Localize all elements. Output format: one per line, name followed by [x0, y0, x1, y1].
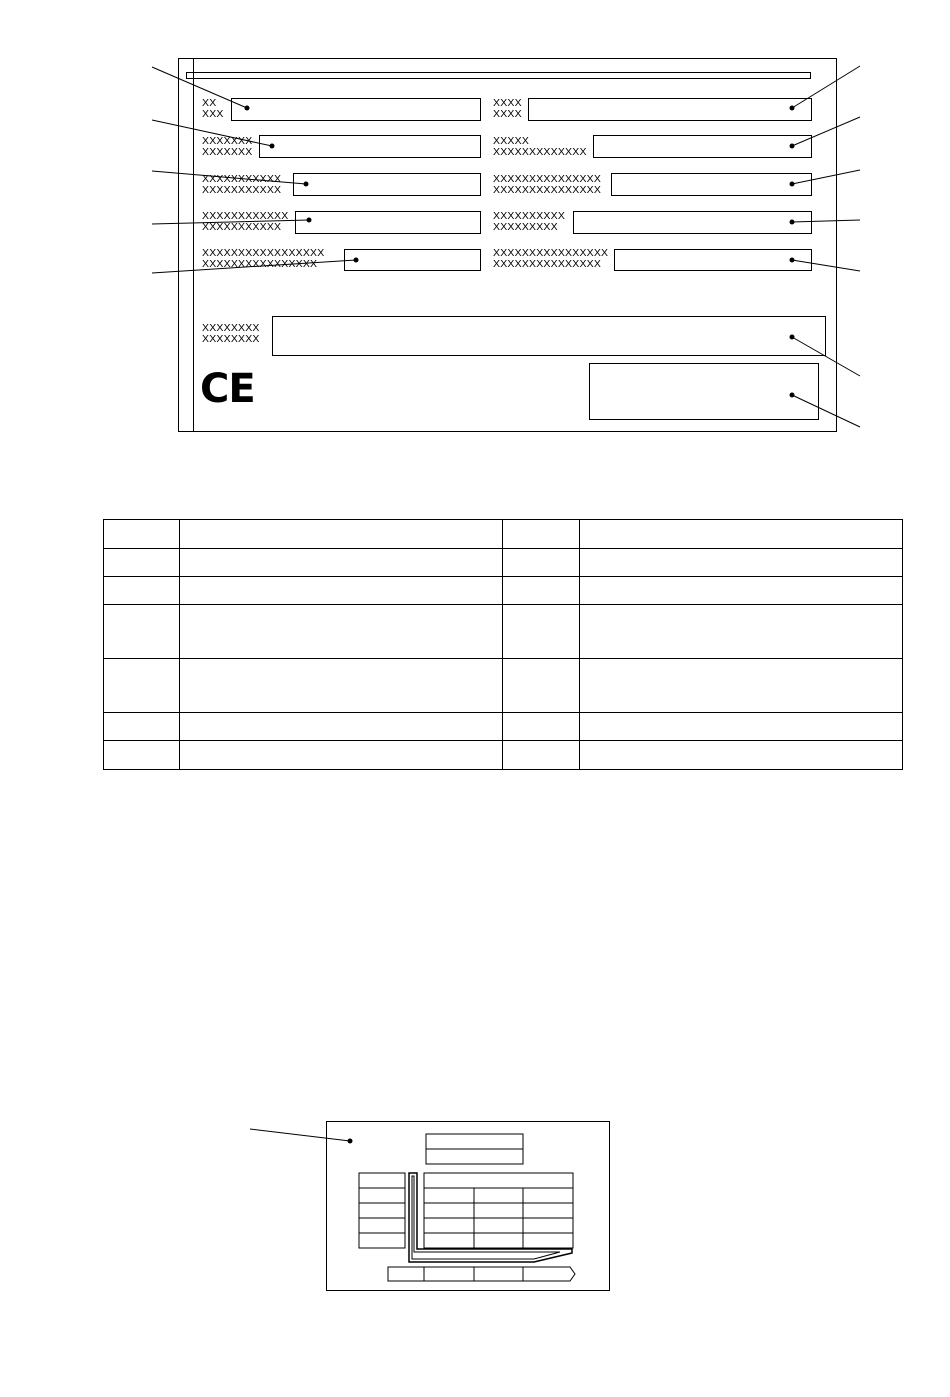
- label-right-1: XXXX XXXX: [493, 97, 522, 120]
- field-box-right-4: [573, 211, 812, 234]
- field-box-wide: [272, 316, 826, 356]
- legend-row: [104, 549, 903, 577]
- nameplate-top-bar: [186, 72, 811, 79]
- field-box-left-5: [344, 249, 481, 271]
- field-box-right-5: [614, 249, 812, 271]
- legend-row: [104, 520, 903, 549]
- label-right-2: XXXXX XXXXXXXXXXXXX: [493, 135, 587, 158]
- legend-row: [104, 605, 903, 659]
- label-left-5: XXXXXXXXXXXXXXXXX XXXXXXXXXXXXXXXX: [202, 247, 325, 270]
- field-box-left-4: [295, 211, 481, 234]
- field-box-left-1: [231, 98, 481, 121]
- field-box-left-3: [293, 173, 481, 196]
- field-box-left-2: [259, 135, 481, 158]
- label-right-3: XXXXXXXXXXXXXXX XXXXXXXXXXXXXXX: [493, 173, 602, 196]
- legend-row: [104, 659, 903, 713]
- ce-mark: CE: [200, 366, 255, 412]
- legend-row: [104, 741, 903, 770]
- label-right-4: XXXXXXXXXX XXXXXXXXX: [493, 210, 566, 233]
- field-box-right-3: [611, 173, 812, 196]
- legend-row: [104, 577, 903, 605]
- field-box-stamp: [589, 363, 819, 420]
- label-left-4: XXXXXXXXXXXX XXXXXXXXXXX: [202, 210, 289, 233]
- legend-table: [103, 519, 903, 770]
- legend-row: [104, 713, 903, 741]
- label-right-5: XXXXXXXXXXXXXXXX XXXXXXXXXXXXXXX: [493, 247, 609, 270]
- label-left-1: XX XXX: [202, 97, 224, 120]
- label-left-3: XXXXXXXXXXX XXXXXXXXXXX: [202, 173, 282, 196]
- label-bottom: XXXXXXXX XXXXXXXX: [202, 322, 260, 345]
- label-left-2: XXXXXXX XXXXXXX: [202, 135, 253, 158]
- field-box-right-1: [528, 98, 812, 121]
- field-box-right-2: [593, 135, 812, 158]
- nameplate-margin-line: [193, 58, 194, 432]
- capacity-plate-frame: [326, 1121, 610, 1291]
